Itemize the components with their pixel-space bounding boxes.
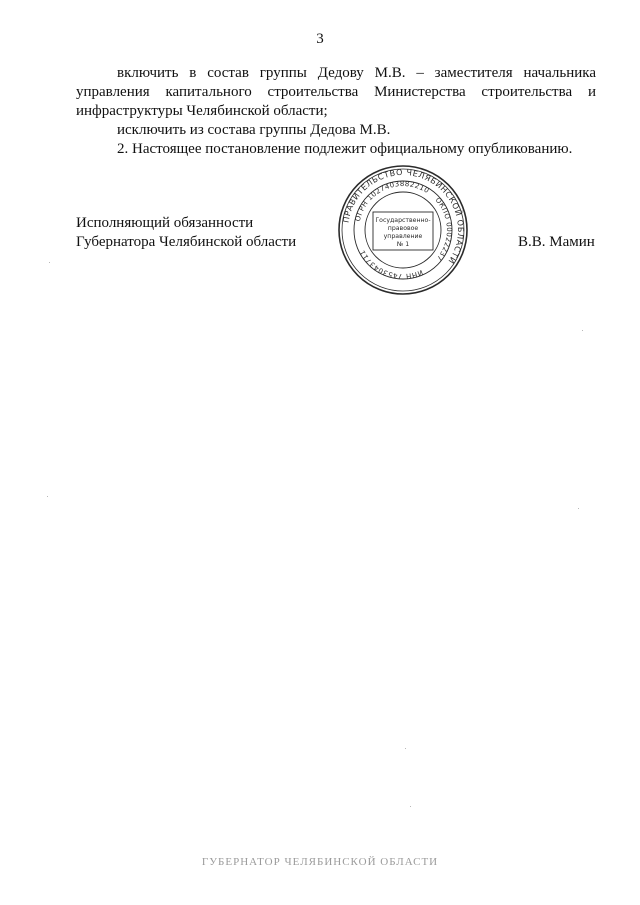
signer-title-line-1: Исполняющий обязанности bbox=[76, 215, 254, 231]
seal-center-line-4: № 1 bbox=[396, 241, 410, 248]
signer-name: В.В. Мамин bbox=[518, 234, 595, 250]
svg-text:ИНН 7453043711 bbox=[358, 248, 424, 280]
seal-center-line-3: управление bbox=[383, 233, 423, 240]
scan-speck bbox=[47, 496, 48, 497]
scan-speck bbox=[410, 806, 411, 807]
seal-okpo: ОКПО 00022237 bbox=[433, 196, 454, 263]
page-number: 3 bbox=[316, 31, 324, 47]
document-body bbox=[76, 64, 596, 159]
scan-speck bbox=[582, 330, 583, 331]
paragraph-include-member: включить в состав группы Дедову М.В. – заместителя начальника управления капитального строительства Министерства строительства и инфраструктуры Челябинской области; bbox=[76, 65, 596, 119]
seal-center-line-2: правовое bbox=[387, 225, 419, 232]
svg-text:ОКПО 00022237 bbox=[434, 196, 453, 262]
seal-ogrn: ОГРН 1027403882210 bbox=[353, 179, 431, 223]
signer-title-line-2: Губернатора Челябинской области bbox=[76, 234, 297, 250]
seal-inn: ИНН 7453043711 bbox=[358, 248, 424, 281]
paragraph-exclude-member: исключить из состава группы Дедова М.В. bbox=[117, 122, 391, 138]
official-seal bbox=[337, 164, 469, 296]
scan-speck bbox=[578, 508, 579, 509]
scan-speck bbox=[49, 262, 50, 263]
seal-center-line-1: Государственно- bbox=[375, 217, 431, 224]
footer-letterhead: ГУБЕРНАТОР ЧЕЛЯБИНСКОЙ ОБЛАСТИ bbox=[201, 856, 439, 868]
scan-speck bbox=[405, 748, 406, 749]
signer-title bbox=[76, 214, 296, 252]
seal-outer-text: ПРАВИТЕЛЬСТВО ЧЕЛЯБИНСКОЙ ОБЛАСТИ bbox=[341, 167, 466, 266]
paragraph-publication: 2. Настоящее постановление подлежит официальному опубликованию. bbox=[117, 141, 573, 157]
